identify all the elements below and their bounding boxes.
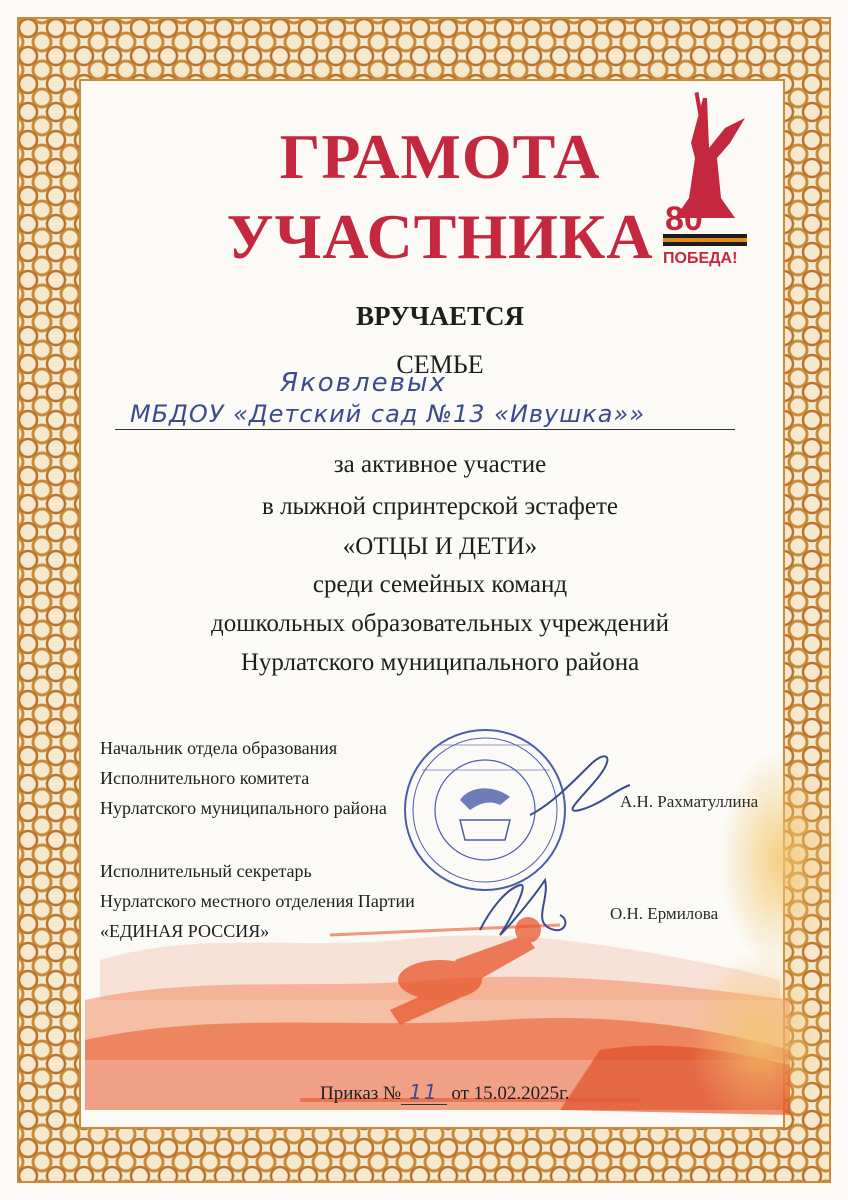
awarded-label: ВРУЧАЕТСЯ: [356, 301, 524, 331]
signatory-1-name: А.Н. Рахматуллина: [620, 792, 759, 811]
body-line-5: дошкольных образовательных учреждений: [210, 610, 669, 637]
logo-text: ПОБЕДА!: [663, 250, 738, 267]
order-date: от 15.02.2025г.: [451, 1083, 570, 1104]
body-line-4: среди семейных команд: [312, 571, 568, 598]
signatory-2-title: [100, 856, 415, 946]
body-line-2: в лыжной спринтерской эстафете: [262, 493, 618, 520]
order-prefix: Приказ №: [320, 1083, 402, 1104]
body-line-6: Нурлатского муниципального района: [240, 649, 640, 676]
signatory-2-line-2: Нурлатского местного отделения Партии: [100, 891, 415, 911]
signatory-2-name: О.Н. Ермилова: [610, 904, 719, 923]
signatory-1-line-1: Начальник отдела образования: [100, 738, 338, 758]
body-line-1: за активное участие: [333, 451, 547, 478]
title-line-2: УЧАСТНИКА: [226, 201, 654, 272]
signatory-2-line-3: «ЕДИНАЯ РОССИЯ»: [100, 921, 270, 941]
signature-2: [460, 870, 580, 950]
logo-number: 80: [665, 200, 703, 238]
organization-handwritten: МБДОУ «Детский сад №13 «Ивушка»»: [130, 400, 646, 428]
signature-1: [520, 745, 640, 835]
order-reference: [320, 1080, 570, 1105]
signatory-1-title: [100, 733, 387, 823]
signatory-1-line-3: Нурлатского муниципального района: [100, 798, 387, 818]
family-label: СЕМЬЕ: [396, 350, 484, 379]
family-name-handwritten: Яковлевых: [280, 368, 447, 398]
body-line-3: «ОТЦЫ И ДЕТИ»: [342, 533, 538, 560]
signatory-1-line-2: Исполнительного комитета: [100, 768, 310, 788]
order-number-handwritten: 11: [401, 1080, 446, 1105]
fill-in-line: [115, 429, 735, 430]
title-line-1: ГРАМОТА: [279, 121, 601, 192]
signatory-2-line-1: Исполнительный секретарь: [100, 861, 312, 881]
